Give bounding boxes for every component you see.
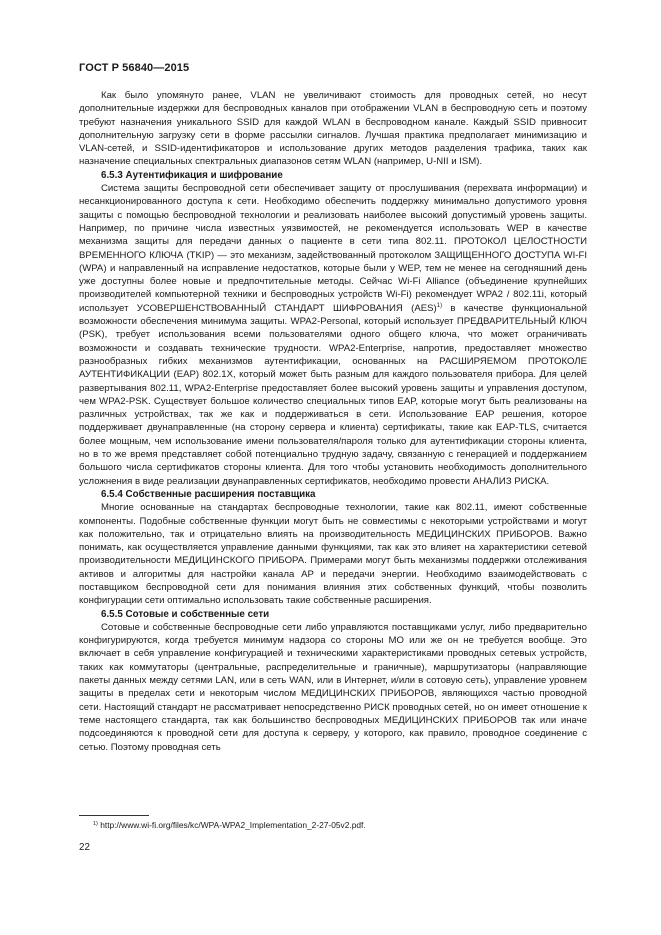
document-header: ГОСТ Р 56840—2015 bbox=[79, 62, 190, 74]
footnote-divider bbox=[79, 815, 149, 816]
paragraph-vendor-extensions: Многие основанные на стандартах беспроводные технологии, такие как 802.11, имеют собственные компоненты. Подобные собственные функции могут быть не совместимы с некоторыми устройствами и могут как положительно, так и отрицательно влиять на производительность МЕДИЦИНСКИХ ПРИБОРОВ. Важно понимать, как осуществляется управление данными функциями, так как это влияет на характеристики сетевой производительности МЕДИЦИНСКОГО ПРИБОРА. Примерами могут быть механизмы поддержки отслеживания активов и алгоритмы для настройки канала AP и передачи энергии. Необходимо взаимодействовать с поставщиком беспроводной сети для понимания влияния этих собственных функций, чтобы позволить конфигурации сети оптимально использовать такие собственные расширения. bbox=[79, 502, 587, 607]
footnote-reference[interactable]: 1) bbox=[436, 302, 443, 309]
section-heading-6-5-4: 6.5.4 Собственные расширения поставщика bbox=[101, 488, 316, 500]
page-body bbox=[79, 89, 587, 754]
paragraph-cellular-networks: Сотовые и собственные беспроводные сети либо управляются поставщиками услуг, либо предварительно конфигурируются, когда требуется минимум надзора со стороны МО или же он не требуется вообще. Это включает в себя управление конфигурацией и техническими характеристиками проводных сетевых устройств, таких как коммутаторы (центральные, распределительные и граничные), маршрутизаторы (направляющие пакеты данных между сетями LAN, или в сеть WAN, или в Интернет, и/или в сотовую сеть), управление уровнем защиты в пределах сети и некоторым числом МЕДИЦИНСКИХ ПРИБОРОВ, являющихся частью проводной сети. Настоящий стандарт не рассматривает непосредственно РИСК проводных сетей, но он имеет отношение к теме настоящего стандарта, так как большинство беспроводных МЕДИЦИНСКИХ ПРИБОРОВ так или иначе подсоединяются к проводной сети для доступа к серверу, у которого, как правило, проводное соединение с сетью. Поэтому проводная сеть bbox=[79, 621, 587, 753]
page-number: 22 bbox=[79, 842, 90, 853]
footnote bbox=[93, 820, 366, 830]
footnote-marker: 1) bbox=[93, 821, 98, 827]
paragraph-security bbox=[79, 182, 587, 488]
paragraph-security-part2: в качестве функциональной возможности обеспечения минимума защиты. WPA2-Personal, который использует ПРЕДВАРИТЕЛЬНЫЙ КЛЮЧ (PSK), требует использования всеми пользователями одного общего ключа, что может ограничивать возможности и создавать технические трудности. WPA2-Enterprise, напротив, предоставляет множество разнообразных гибких механизмов аутентификации, основанных на РАСШИРЯЕМОМ ПРОТОКОЛЕ АУТЕНТИФИКАЦИИ (EAP) 802.1X, который может быть разным для каждого пользователя прибора. Для целей развертывания 802.11, WPA2-Enterprise предоставляет более высокий уровень защиты и управления доступом, чем WPA2-PSK. Существует большое количество специальных типов EAP, которые могут быть реализованы на различных устройствах, так же как и поддерживаться в сети. Использование EAP решения, которое поддерживает двунаправленные (на сторону сервера и клиента) сертификаты, такие как EAP-TLS, считается более мощным, чем использование имени пользователя/пароля только для аутентификации стороны клиента, но в то же время представляет собой потенциально трудную задачу, связанную с генерацией и поддержанием большого числа сертификатов стороны клиента. Для того чтобы установить необходимость дополнительного усложнения в виде реализации двунаправленных сертификатов, необходимо провести АНАЛИЗ РИСКА. bbox=[79, 302, 588, 487]
footnote-link[interactable]: http://www.wi-fi.org/files/kc/WPA-WPA2_Implementation_2-27-05v2.pdf. bbox=[97, 820, 366, 830]
section-heading-6-5-3: 6.5.3 Аутентификация и шифрование bbox=[101, 169, 283, 181]
paragraph-vlan: Как было упомянуто ранее, VLAN не увеличивают стоимость для проводных сетей, но несут дополнительные издержки для беспроводных каналов при отображении VLAN в беспроводную сеть и поэтому требуют назначения уникального SSID для каждой WLAN в беспроводном канале. Каждый SSID привносит дополнительную загрузку сети в форме рассылки сигналов. Лучшая практика предполагает минимизацию и VLAN-сетей, и SSID-идентификаторов и использование других методов разделения трафика, таких как назначение специальных спектральных диапазонов сетям WLAN (например, U-NII и ISM). bbox=[79, 90, 587, 168]
section-heading-6-5-5: 6.5.5 Сотовые и собственные сети bbox=[101, 608, 270, 620]
paragraph-security-part1: Система защиты беспроводной сети обеспечивает защиту от прослушивания (перехвата информации) и несанкционированного доступа к сети. Необходимо обеспечить поддержку минимально допустимого уровня защиты с помощью беспроводной технологии и реализовать наиболее высокий допустимый уровень защиты. Например, по причине числа известных уязвимостей, не рекомендуется использовать WEP в качестве механизма защиты для передачи данных о пациенте в сети типа 802.11. ПРОТОКОЛ ЦЕЛОСТНОСТИ ВРЕМЕННОГО КЛЮЧА (TKIP) — это механизм, задействованный протоколом ЗАЩИЩЕННОГО ДОСТУПА WI-FI (WPA) и направленный на исправление недостатков, которые были у WEP, тем не менее на сегодняшний день уже доступны более новые и предпочтительные методы. Сейчас Wi-Fi Alliance (объединение крупнейших производителей компьютерной техники и беспроводных устройств Wi-Fi) рекомендует WPA2 / 802.11i, который использует УСОВЕРШЕНСТВОВАННЫЙ СТАНДАРТ ШИФРОВАНИЯ (AES) bbox=[79, 183, 587, 314]
